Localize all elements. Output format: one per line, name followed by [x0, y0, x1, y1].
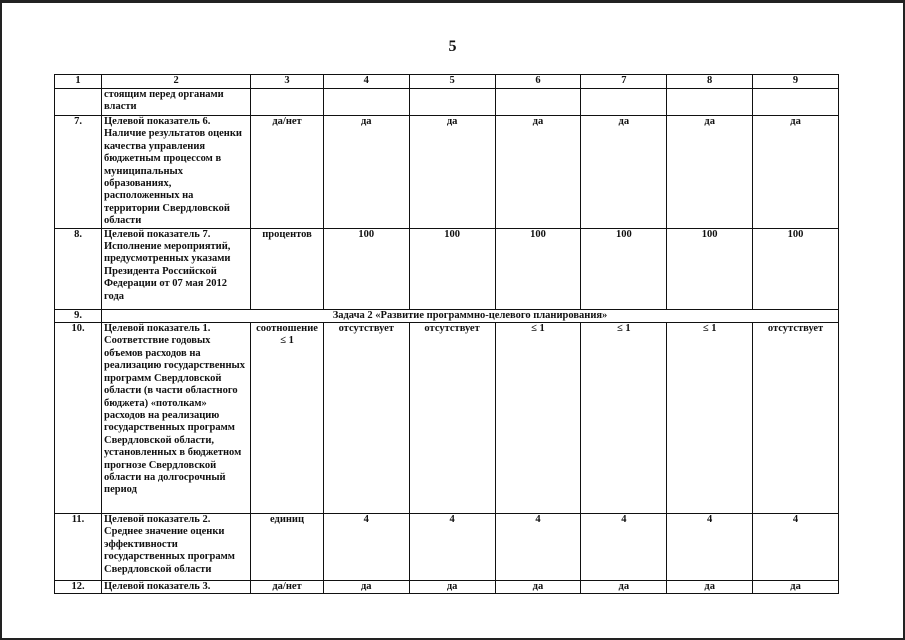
column-header: 7: [581, 75, 667, 89]
row-unit: да/нет: [251, 581, 324, 594]
row-value: отсутствует: [323, 323, 409, 514]
scan-frame-left: [0, 0, 2, 640]
row-unit: да/нет: [251, 116, 324, 229]
row-value: 4: [667, 514, 753, 581]
page-number: 5: [448, 38, 457, 55]
row-value: [409, 89, 495, 116]
table-row: [55, 228, 839, 309]
row-value: 4: [581, 514, 667, 581]
row-number: [55, 89, 102, 116]
row-unit: [251, 89, 324, 116]
column-header: 1: [55, 75, 102, 89]
row-value: ≤ 1: [667, 323, 753, 514]
row-value: 4: [495, 514, 581, 581]
row-value: да: [581, 116, 667, 229]
row-value: 100: [495, 228, 581, 309]
row-value: 4: [409, 514, 495, 581]
row-value: да: [495, 581, 581, 594]
row-value: да: [753, 116, 839, 229]
column-header: 9: [753, 75, 839, 89]
column-header: 4: [323, 75, 409, 89]
column-header: 5: [409, 75, 495, 89]
row-value: да: [409, 116, 495, 229]
row-value: 4: [753, 514, 839, 581]
column-header: 8: [667, 75, 753, 89]
row-value: 100: [581, 228, 667, 309]
row-description: Целевой показатель 1. Соответствие годовых объемов расходов на реализацию государственных программ Свердловской области (в части областного бюджета) «потолкам» расходов на реализацию государственных программ Свердловской области, установленных в бюджетном прогнозе Свердловской области на долгосрочный период: [102, 323, 251, 514]
row-description: стоящим перед органами власти: [102, 89, 251, 116]
row-value: отсутствует: [409, 323, 495, 514]
row-value: [581, 89, 667, 116]
row-value: да: [667, 116, 753, 229]
row-value: 100: [753, 228, 839, 309]
table-row: [55, 323, 839, 514]
task-title: Задача 2 «Развитие программно-целевого планирования»: [102, 309, 839, 322]
row-description: Целевой показатель 3.: [102, 581, 251, 594]
row-number: 7.: [55, 116, 102, 229]
row-value: да: [409, 581, 495, 594]
row-value: да: [323, 581, 409, 594]
table-row: [55, 581, 839, 594]
row-value: 100: [667, 228, 753, 309]
row-value: ≤ 1: [495, 323, 581, 514]
row-number: 10.: [55, 323, 102, 514]
row-unit: соотношение ≤ 1: [251, 323, 324, 514]
row-description: Целевой показатель 6. Наличие результатов оценки качества управления бюджетным процессом в муниципальных образованиях, расположенных на территории Свердловской области: [102, 116, 251, 229]
row-value: да: [581, 581, 667, 594]
row-unit: процентов: [251, 228, 324, 309]
row-number: 11.: [55, 514, 102, 581]
row-description: Целевой показатель 2. Среднее значение оценки эффективности государственных программ Свердловской области: [102, 514, 251, 581]
row-value: да: [667, 581, 753, 594]
table-row: [55, 514, 839, 581]
table-row: [55, 116, 839, 229]
row-number: 8.: [55, 228, 102, 309]
row-value: 100: [323, 228, 409, 309]
table-row: [55, 89, 839, 116]
row-unit: единиц: [251, 514, 324, 581]
row-value: 4: [323, 514, 409, 581]
task-row: [55, 309, 839, 322]
row-value: [323, 89, 409, 116]
column-header: 2: [102, 75, 251, 89]
row-number: 12.: [55, 581, 102, 594]
column-header: 6: [495, 75, 581, 89]
row-value: да: [323, 116, 409, 229]
row-value: да: [495, 116, 581, 229]
row-value: [667, 89, 753, 116]
row-value: ≤ 1: [581, 323, 667, 514]
row-value: 100: [409, 228, 495, 309]
row-number: 9.: [55, 309, 102, 322]
indicator-table: [54, 74, 839, 594]
row-value: [753, 89, 839, 116]
column-header: 3: [251, 75, 324, 89]
row-value: отсутствует: [753, 323, 839, 514]
row-value: да: [753, 581, 839, 594]
scan-frame-top: [0, 0, 905, 3]
row-description: Целевой показатель 7. Исполнение мероприятий, предусмотренных указами Президента Российской Федерации от 07 мая 2012 года: [102, 228, 251, 309]
column-number-row: [55, 75, 839, 89]
row-value: [495, 89, 581, 116]
